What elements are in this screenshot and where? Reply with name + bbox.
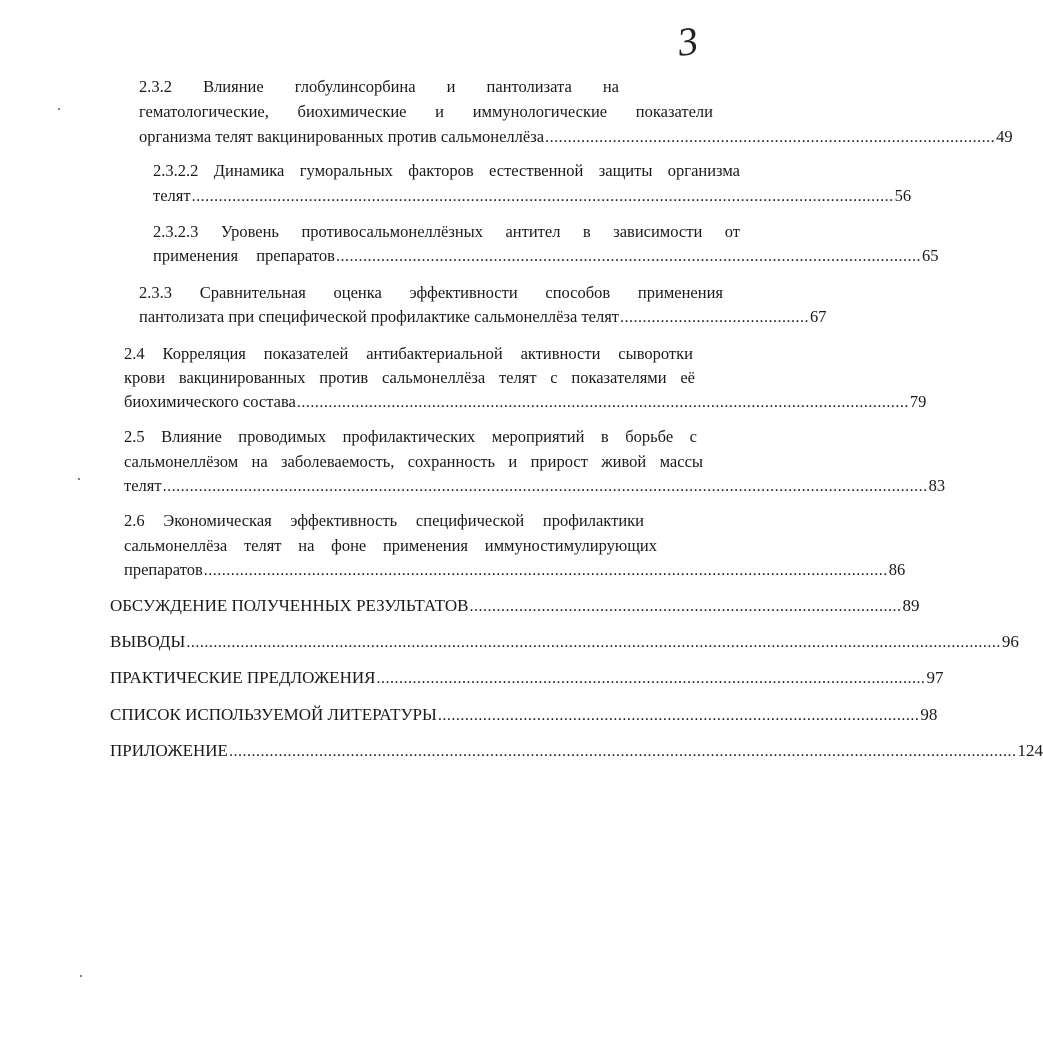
toc-entry-text: биохимического состава xyxy=(124,392,296,411)
toc-entry-text: 2.4 Корреляция показателей антибактериальной активности сыворотки xyxy=(124,344,693,363)
toc-page-number: 67 xyxy=(810,307,827,326)
toc-entry-last-line xyxy=(124,391,927,413)
toc-entry-last-line xyxy=(153,185,912,207)
toc-entry-discussion[interactable] xyxy=(110,595,920,617)
toc-page-number: 65 xyxy=(921,246,939,265)
toc-page-number: 98 xyxy=(920,705,938,724)
toc-entry-practical-proposals[interactable] xyxy=(110,667,944,689)
toc-entry-text: пантолизата при специфической профилактике сальмонеллёза телят xyxy=(139,307,620,326)
toc-entry-references[interactable] xyxy=(110,704,938,726)
toc-entry-text: 2.6 Экономическая эффективность специфической профилактики xyxy=(124,511,644,530)
dot-leader: .................................................................................................................................. xyxy=(335,248,921,265)
dot-leader: ........................................................................................................... xyxy=(437,707,920,724)
toc-entry-text: 2.3.3 Сравнительная оценка эффективности способов применения xyxy=(139,283,723,302)
toc-entry-text: телят xyxy=(153,186,191,205)
toc-entry-last-line xyxy=(124,475,946,497)
toc-entry-last-line xyxy=(153,245,939,267)
toc-entry-title: ПРИЛОЖЕНИЕ xyxy=(110,741,228,760)
toc-entry-text: сальмонеллёзом на заболеваемость, сохранность и прирост живой массы xyxy=(124,452,703,471)
toc-entry-text: организма телят вакцинированных против сальмонеллёза xyxy=(139,127,545,146)
dot-leader: .................................................................................................... xyxy=(545,129,996,146)
toc-entry-text: 2.5 Влияние проводимых профилактических мероприятий в борьбе с xyxy=(124,427,697,446)
scan-speck xyxy=(78,478,80,480)
toc-entry-last-line xyxy=(124,559,906,581)
toc-entry-last-line xyxy=(139,126,1013,148)
toc-entry-title: ВЫВОДЫ xyxy=(110,632,186,651)
toc-page-number: 86 xyxy=(888,560,906,579)
toc-entry-text: крови вакцинированных против сальмонеллёза телят с показателями её xyxy=(124,368,695,387)
toc-entry-text: 2.3.2.3 Уровень противосальмонеллёзных антител в зависимости от xyxy=(153,222,740,241)
toc-page-number: 83 xyxy=(928,476,946,495)
dot-leader: .......................................................................................................................................................................... xyxy=(162,478,928,495)
toc-page-number: 97 xyxy=(926,668,944,687)
page-number-marker: 3 xyxy=(674,17,701,65)
toc-entry-text: сальмонеллёза телят на фоне применения иммуностимулирующих xyxy=(124,536,657,555)
toc-entry-text: препаратов xyxy=(124,560,203,579)
toc-entry-text: телят xyxy=(124,476,162,495)
toc-entry-title: СПИСОК ИСПОЛЬЗУЕМОЙ ЛИТЕРАТУРЫ xyxy=(110,705,437,724)
toc-entry-text: гематологические, биохимические и иммунологические показатели xyxy=(139,102,713,121)
toc-entry-text: применения препаратов xyxy=(153,246,335,265)
dot-leader: .......................................... xyxy=(620,309,810,326)
toc-page-number: 89 xyxy=(902,596,920,615)
toc-page-number: 49 xyxy=(996,127,1013,146)
toc-entry-text: 2.3.2 Влияние глобулинсорбина и пантолизата на xyxy=(139,77,619,96)
dot-leader: ........................................................................................................................................................ xyxy=(203,562,888,579)
dot-leader: ................................................................................................ xyxy=(469,598,902,615)
toc-entry-title: ПРАКТИЧЕСКИЕ ПРЕДЛОЖЕНИЯ xyxy=(110,668,376,687)
dot-leader: ..................................................................................................................................................................................... xyxy=(186,634,1001,651)
dot-leader: .......................................................................................................................... xyxy=(376,670,926,687)
dot-leader: ............................................................................................................................................................ xyxy=(191,188,894,205)
dot-leader: ........................................................................................................................................ xyxy=(296,394,909,411)
toc-entry-last-line xyxy=(139,306,827,328)
dot-leader: ............................................................................................................................................................................... xyxy=(228,743,1017,760)
toc-entry-appendix[interactable] xyxy=(110,740,1043,762)
toc-entry-conclusions[interactable] xyxy=(110,631,1019,653)
toc-page-number: 124 xyxy=(1017,741,1043,760)
scan-speck xyxy=(58,108,60,110)
toc-entry-text: 2.3.2.2 Динамика гуморальных факторов естественной защиты организма xyxy=(153,161,740,180)
toc-page-number: 79 xyxy=(909,392,927,411)
toc-page-number: 96 xyxy=(1001,632,1019,651)
toc-page-number: 56 xyxy=(894,186,912,205)
scan-speck xyxy=(80,975,82,977)
toc-entry-title: ОБСУЖДЕНИЕ ПОЛУЧЕННЫХ РЕЗУЛЬТАТОВ xyxy=(110,596,469,615)
